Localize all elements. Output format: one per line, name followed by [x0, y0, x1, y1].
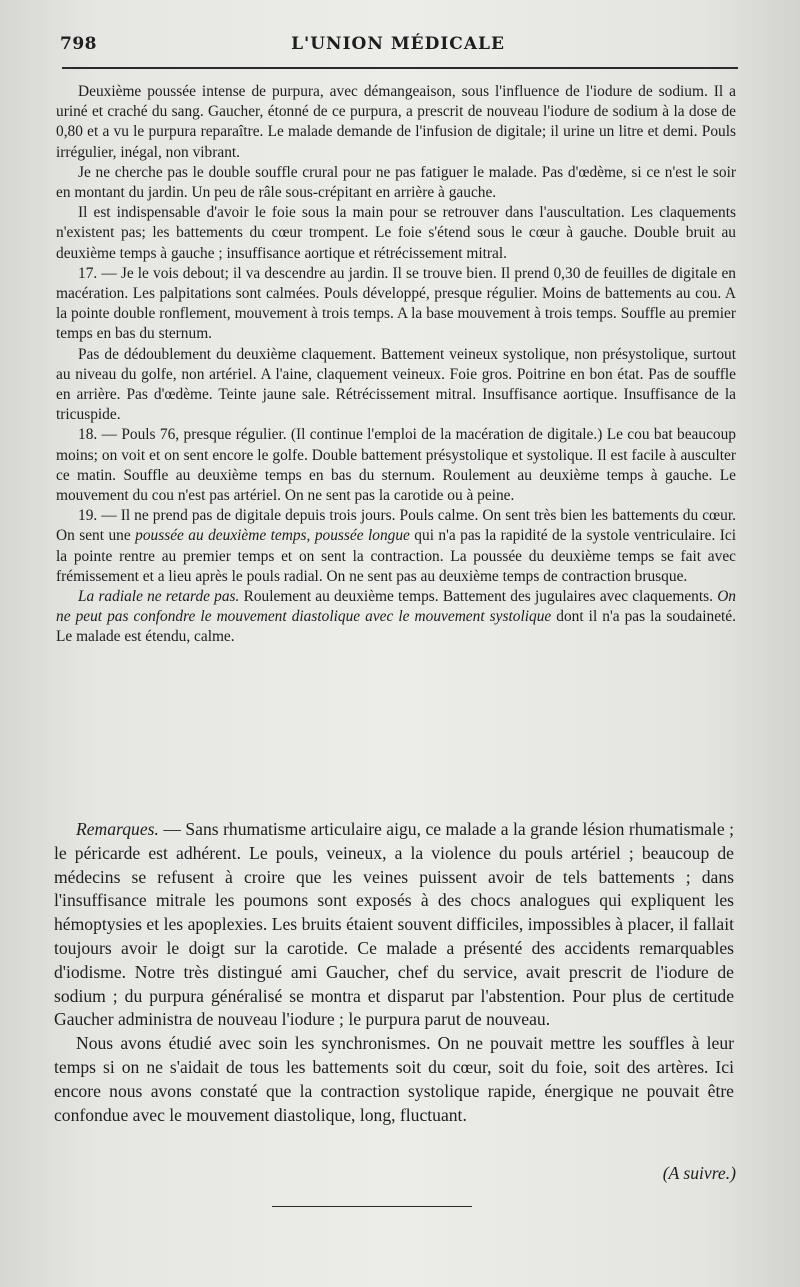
day-19-italic: poussée au deuxième temps, poussée longue: [135, 527, 410, 545]
continuation-note: (A suivre.): [662, 1163, 736, 1183]
page-number: 798: [60, 34, 97, 54]
footer-rule: [272, 1206, 472, 1207]
paragraph-remarques: [54, 818, 734, 1032]
paragraph-foie: Il est indispensable d'avoir le foie sous la main pour se retrouver dans l'auscultation. Les claquements n'existent pas; les battements du cœur trompent. Le foie s'étend sous le cœur à gauche. Double bruit au deuxième temps à gauche ; insuffisance aortique et rétrécissement mitral.: [56, 204, 736, 262]
paragraph-dedoublement: Pas de dédoublement du deuxième claquement. Battement veineux systolique, non présystolique, surtout au niveau du golfe, non artériel. A l'aine, claquement veineux. Foie gros. Poitrine en bon état. Pas de souffle en arrière. Pas d'œdème. Teinte jaune sale. Rétrécissement mitral. Insuffisance aortique. Insuffisance de la tricuspide.: [56, 345, 736, 424]
paragraph-day-18: 18. — Pouls 76, presque régulier. (Il continue l'emploi de la macération de digitale.) Le cou bat beaucoup moins; on voit et on sent encore le golfe. Double battement présystolique et systolique. Il est facile à ausculter ce matin. Souffle au deuxième temps en bas du sternum. Roulement au deuxième temps à gauche. Le mouvement du cou n'est pas artériel. On ne sent pas la carotide ou à peine.: [56, 426, 736, 505]
day-19-text-start: 19. — Il ne prend pas de digitale depuis trois jours. Pouls calme. On sent très bien les battements du cœur. On sent une: [56, 507, 736, 545]
bleed-through-shadow: [56, 1212, 736, 1232]
paragraph-purpura: Deuxième poussée intense de purpura, avec démangeaison, sous l'influence de l'iodure de sodium. Il a uriné et craché du sang. Gaucher, étonné de ce purpura, a prescrit de nouveau l'iodure de sodium à la dose de 0,80 et a vu le purpura reparaître. Le malade demande de l'infusion de digitale; il urine un litre et demi. Pouls irrégulier, inégal, non vibrant.: [56, 83, 736, 161]
paragraph-radiale: [56, 587, 736, 648]
header-rule: [62, 67, 738, 69]
day-19-text-end: qui n'a pas la rapidité de la systole ventriculaire. Ici la pointe rentre au premier temps et on sent la contraction. La poussée du deuxième temps se fait avec frémissement et a lieu après le pouls radial. On ne sent pas au deuxième temps de contraction brusque.: [56, 527, 736, 585]
page-header: [60, 34, 736, 62]
paragraph-day-19: [56, 506, 736, 587]
radiale-italic-2: On ne peut pas confondre le mouvement diastolique avec le mouvement systolique: [56, 588, 736, 626]
radiale-italic: La radiale ne retarde pas.: [78, 588, 240, 606]
case-notes: [56, 82, 736, 648]
radiale-text-end: dont il n'a pas la soudaineté. Le malade est étendu, calme.: [56, 608, 736, 646]
paragraph-souffle-crural: Je ne cherche pas le double souffle crural pour ne pas fatiguer le malade. Pas d'œdème, si ce n'est le soir en montant du jardin. Un peu de râle sous-crépitant en arrière à gauche.: [56, 163, 736, 202]
remarques-text: — Sans rhumatisme articulaire aigu, ce malade a la grande lésion rhumatismale ; le péricarde est adhérent. Le pouls, veineux, a la violence du pouls artériel ; beaucoup de médecins se refusent à croire que les veines puissent avoir de tels battements ; dans l'insuffisance mitrale les poumons sont exposés à des chocs analogues qui expliquent les hémoptysies et les apoplexies. Les bruits étaient souvent difficiles, impossibles à placer, il fallait toujours avoir le doigt sur la carotide. Ce malade a présenté des accidents remarquables d'iodisme. Notre très distingué ami Gaucher, chef du service, avait prescrit de l'iodure de sodium ; du purpura généralisé se montra et disparut par l'abstention. Pour plus de certitude Gaucher administra de nouveau l'iodure ; le purpura parut de nouveau.: [54, 819, 734, 1030]
running-title: L'UNION MÉDICALE: [291, 34, 505, 54]
paragraph-synchronismes: Nous avons étudié avec soin les synchronismes. On ne pouvait mettre les souffles à leur temps si on ne s'aidait de tous les battements soit du cœur, soit du foie, soit des artères. Ici encore nous avons constaté que la contraction systolique rapide, énergique ne pouvait être confondue avec le mouvement diastolique, long, fluctuant.: [54, 1033, 734, 1125]
radiale-text-mid: Roulement au deuxième temps. Battement des jugulaires avec claquements.: [239, 588, 718, 606]
paragraph-day-17: 17. — Je le vois debout; il va descendre au jardin. Il se trouve bien. Il prend 0,30 de feuilles de digitale en macération. Les palpitations sont calmées. Pouls développé, presque régulier. Moins de battements au cou. A la pointe double ronflement, mouvement à trois temps. A la base mouvement à trois temps. Souffle au premier temps en bas du sternum.: [56, 264, 736, 343]
remarks-section: [54, 818, 734, 1127]
remarques-title: Remarques.: [76, 819, 159, 839]
